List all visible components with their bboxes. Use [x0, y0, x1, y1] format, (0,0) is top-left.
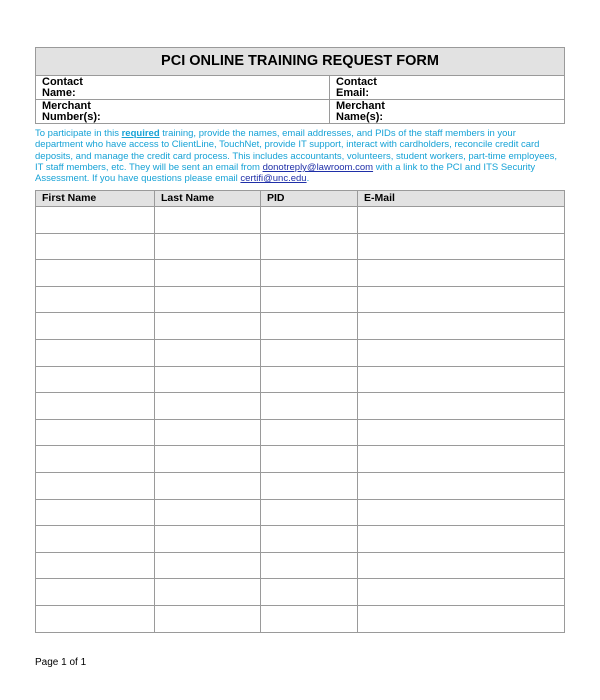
contact-name-field[interactable]	[36, 76, 330, 100]
merchant-name-field[interactable]	[330, 100, 565, 124]
first-name-cell[interactable]	[36, 605, 155, 632]
table-row	[36, 233, 565, 260]
pid-cell[interactable]	[261, 446, 358, 473]
last-name-cell[interactable]	[155, 526, 261, 553]
email-cell[interactable]	[358, 339, 565, 366]
first-name-cell[interactable]	[36, 419, 155, 446]
intro-text-3: with a link to the PCI and ITS Security Assessment. If you have questions please email	[35, 161, 536, 185]
merchant-name-label: Merchant Name(s):	[336, 100, 385, 123]
contact-email-label: Contact Email:	[336, 76, 377, 99]
column-header-pid: PID	[261, 191, 358, 207]
column-header-last-name: Last Name	[155, 191, 261, 207]
column-header-email: E-Mail	[358, 191, 565, 207]
email-cell[interactable]	[358, 526, 565, 553]
first-name-cell[interactable]	[36, 472, 155, 499]
last-name-cell[interactable]	[155, 233, 261, 260]
first-name-cell[interactable]	[36, 366, 155, 393]
first-name-cell[interactable]	[36, 499, 155, 526]
pid-cell[interactable]	[261, 552, 358, 579]
donotreply-email-link[interactable]: donotreply@lawroom.com	[262, 161, 374, 173]
first-name-cell[interactable]	[36, 579, 155, 606]
table-row	[36, 579, 565, 606]
table-row	[36, 286, 565, 313]
table-row	[36, 526, 565, 553]
instructions-paragraph	[35, 128, 564, 184]
email-cell[interactable]	[358, 207, 565, 234]
first-name-cell[interactable]	[36, 207, 155, 234]
pid-cell[interactable]	[261, 260, 358, 287]
table-row	[36, 605, 565, 632]
first-name-cell[interactable]	[36, 446, 155, 473]
staff-table	[35, 190, 565, 633]
form-title: PCI ONLINE TRAINING REQUEST FORM	[36, 48, 565, 76]
last-name-cell[interactable]	[155, 472, 261, 499]
table-row	[36, 393, 565, 420]
pid-cell[interactable]	[261, 207, 358, 234]
staff-table-body	[36, 207, 565, 633]
email-cell[interactable]	[358, 499, 565, 526]
table-row	[36, 366, 565, 393]
merchant-number-label: Merchant Number(s):	[42, 100, 101, 123]
pid-cell[interactable]	[261, 366, 358, 393]
first-name-cell[interactable]	[36, 313, 155, 340]
email-cell[interactable]	[358, 446, 565, 473]
intro-text-4: .	[306, 173, 310, 185]
table-row	[36, 499, 565, 526]
intro-text-2: training, provide the names, email addresses, and PIDs of the staff members in your department who have access to ClientLine, TouchNet, provide IT support, interact with cardholders, reconcile credit card deposits, and manage the credit card process. This includes accountants, volunteers, student workers, part-time employees, IT staff members, etc. They will be sent an email from	[35, 128, 558, 173]
first-name-cell[interactable]	[36, 526, 155, 553]
table-row	[36, 260, 565, 287]
pid-cell[interactable]	[261, 605, 358, 632]
pid-cell[interactable]	[261, 233, 358, 260]
email-cell[interactable]	[358, 286, 565, 313]
last-name-cell[interactable]	[155, 419, 261, 446]
table-row	[36, 339, 565, 366]
last-name-cell[interactable]	[155, 446, 261, 473]
pid-cell[interactable]	[261, 313, 358, 340]
pid-cell[interactable]	[261, 526, 358, 553]
required-text: required	[121, 128, 160, 139]
email-cell[interactable]	[358, 313, 565, 340]
pid-cell[interactable]	[261, 472, 358, 499]
last-name-cell[interactable]	[155, 286, 261, 313]
contact-email-field[interactable]	[330, 76, 565, 100]
email-cell[interactable]	[358, 552, 565, 579]
last-name-cell[interactable]	[155, 579, 261, 606]
certifi-email-link[interactable]: certifi@unc.edu	[240, 173, 307, 185]
email-cell[interactable]	[358, 233, 565, 260]
last-name-cell[interactable]	[155, 313, 261, 340]
email-cell[interactable]	[358, 393, 565, 420]
last-name-cell[interactable]	[155, 393, 261, 420]
pid-cell[interactable]	[261, 286, 358, 313]
email-cell[interactable]	[358, 579, 565, 606]
contact-name-label: Contact Name:	[42, 76, 83, 99]
first-name-cell[interactable]	[36, 260, 155, 287]
page-number: Page 1 of 1	[35, 657, 87, 668]
first-name-cell[interactable]	[36, 552, 155, 579]
last-name-cell[interactable]	[155, 499, 261, 526]
last-name-cell[interactable]	[155, 605, 261, 632]
email-cell[interactable]	[358, 472, 565, 499]
column-header-first-name: First Name	[36, 191, 155, 207]
first-name-cell[interactable]	[36, 339, 155, 366]
table-row	[36, 313, 565, 340]
table-row	[36, 446, 565, 473]
last-name-cell[interactable]	[155, 339, 261, 366]
last-name-cell[interactable]	[155, 552, 261, 579]
last-name-cell[interactable]	[155, 366, 261, 393]
table-row	[36, 472, 565, 499]
email-cell[interactable]	[358, 260, 565, 287]
first-name-cell[interactable]	[36, 286, 155, 313]
email-cell[interactable]	[358, 605, 565, 632]
table-row	[36, 207, 565, 234]
intro-text-1: To participate in this	[35, 128, 122, 139]
pid-cell[interactable]	[261, 419, 358, 446]
pid-cell[interactable]	[261, 339, 358, 366]
email-cell[interactable]	[358, 419, 565, 446]
last-name-cell[interactable]	[155, 207, 261, 234]
pid-cell[interactable]	[261, 393, 358, 420]
last-name-cell[interactable]	[155, 260, 261, 287]
first-name-cell[interactable]	[36, 393, 155, 420]
email-cell[interactable]	[358, 366, 565, 393]
pid-cell[interactable]	[261, 579, 358, 606]
merchant-number-field[interactable]	[36, 100, 330, 124]
form-header-table	[35, 47, 565, 124]
table-row	[36, 552, 565, 579]
table-header-row	[36, 191, 565, 207]
first-name-cell[interactable]	[36, 233, 155, 260]
pid-cell[interactable]	[261, 499, 358, 526]
table-row	[36, 419, 565, 446]
